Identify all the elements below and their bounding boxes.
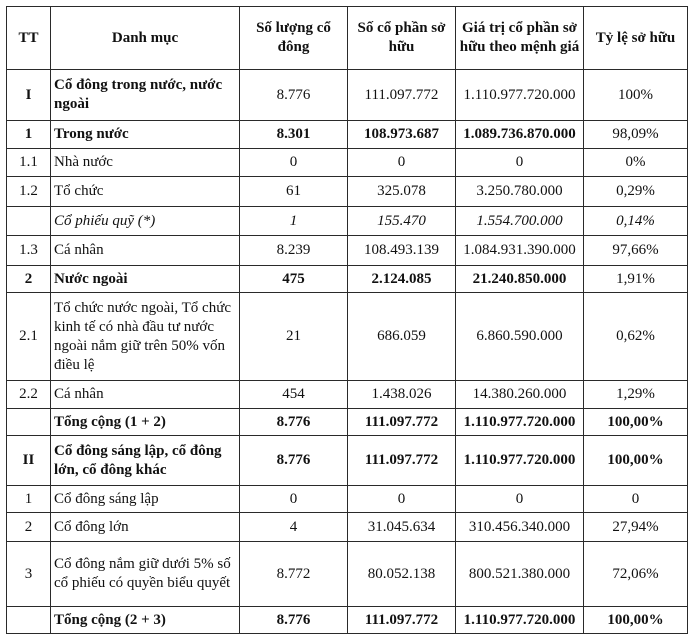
cell-tt: 3 xyxy=(7,542,51,607)
cell-shares: 686.059 xyxy=(348,293,456,381)
cell-pct: 1,91% xyxy=(584,266,688,293)
cell-value: 1.110.977.720.000 xyxy=(456,409,584,436)
cell-shares: 111.097.772 xyxy=(348,70,456,121)
cell-category: Cổ đông sáng lập xyxy=(51,486,240,513)
cell-tt xyxy=(7,607,51,634)
cell-shares: 1.438.026 xyxy=(348,381,456,409)
cell-count: 8.772 xyxy=(240,542,348,607)
cell-category: Nhà nước xyxy=(51,149,240,177)
cell-tt xyxy=(7,409,51,436)
cell-tt: 1.2 xyxy=(7,177,51,207)
cell-category: Nước ngoài xyxy=(51,266,240,293)
cell-pct: 0 xyxy=(584,486,688,513)
cell-count: 8.776 xyxy=(240,607,348,634)
table-row xyxy=(7,207,688,236)
cell-shares: 31.045.634 xyxy=(348,513,456,542)
cell-pct: 27,94% xyxy=(584,513,688,542)
cell-pct: 98,09% xyxy=(584,121,688,149)
cell-count: 454 xyxy=(240,381,348,409)
cell-count: 21 xyxy=(240,293,348,381)
header-shares-owned: Số cổ phần sở hữu xyxy=(348,7,456,70)
table-row xyxy=(7,149,688,177)
cell-category: Cổ phiếu quỹ (*) xyxy=(51,207,240,236)
cell-tt: 1.1 xyxy=(7,149,51,177)
cell-pct: 100,00% xyxy=(584,436,688,486)
cell-count: 1 xyxy=(240,207,348,236)
cell-shares: 108.493.139 xyxy=(348,236,456,266)
table-header-row xyxy=(7,7,688,70)
cell-value: 21.240.850.000 xyxy=(456,266,584,293)
shareholder-structure-table xyxy=(6,6,688,634)
cell-pct: 0% xyxy=(584,149,688,177)
cell-category: Trong nước xyxy=(51,121,240,149)
cell-value: 14.380.260.000 xyxy=(456,381,584,409)
cell-value: 0 xyxy=(456,149,584,177)
cell-category: Tổ chức nước ngoài, Tổ chức kinh tế có nhà đầu tư nước ngoài nắm giữ trên 50% vốn điều lệ xyxy=(51,293,240,381)
cell-category: Tổng cộng (2 + 3) xyxy=(51,607,240,634)
cell-value: 1.084.931.390.000 xyxy=(456,236,584,266)
cell-count: 0 xyxy=(240,149,348,177)
cell-pct: 100% xyxy=(584,70,688,121)
cell-value: 800.521.380.000 xyxy=(456,542,584,607)
cell-tt: 1 xyxy=(7,121,51,149)
cell-tt xyxy=(7,207,51,236)
table-row xyxy=(7,542,688,607)
cell-pct: 100,00% xyxy=(584,409,688,436)
cell-count: 8.301 xyxy=(240,121,348,149)
cell-category: Cổ đông nắm giữ dưới 5% số cổ phiếu có quyền biểu quyết xyxy=(51,542,240,607)
cell-value: 310.456.340.000 xyxy=(456,513,584,542)
total-row xyxy=(7,607,688,634)
cell-shares: 325.078 xyxy=(348,177,456,207)
table-row xyxy=(7,293,688,381)
cell-count: 0 xyxy=(240,486,348,513)
cell-count: 4 xyxy=(240,513,348,542)
cell-category: Tổ chức xyxy=(51,177,240,207)
cell-tt: 2 xyxy=(7,513,51,542)
cell-value: 1.089.736.870.000 xyxy=(456,121,584,149)
cell-shares: 111.097.772 xyxy=(348,409,456,436)
table-row xyxy=(7,70,688,121)
cell-category: Cá nhân xyxy=(51,381,240,409)
cell-shares: 111.097.772 xyxy=(348,607,456,634)
header-par-value: Giá trị cổ phần sở hữu theo mệnh giá xyxy=(456,7,584,70)
cell-value: 1.110.977.720.000 xyxy=(456,607,584,634)
cell-tt: I xyxy=(7,70,51,121)
cell-count: 8.776 xyxy=(240,70,348,121)
table-row xyxy=(7,177,688,207)
cell-category: Cổ đông lớn xyxy=(51,513,240,542)
cell-value: 1.554.700.000 xyxy=(456,207,584,236)
cell-shares: 155.470 xyxy=(348,207,456,236)
table-row xyxy=(7,381,688,409)
table-row xyxy=(7,236,688,266)
header-ownership-ratio: Tỷ lệ sở hữu xyxy=(584,7,688,70)
cell-pct: 1,29% xyxy=(584,381,688,409)
cell-category: Cá nhân xyxy=(51,236,240,266)
cell-category: Cổ đông trong nước, nước ngoài xyxy=(51,70,240,121)
cell-count: 8.776 xyxy=(240,436,348,486)
table-row xyxy=(7,436,688,486)
table-row xyxy=(7,486,688,513)
cell-tt: 1 xyxy=(7,486,51,513)
table-row xyxy=(7,121,688,149)
cell-category: Tổng cộng (1 + 2) xyxy=(51,409,240,436)
header-tt: TT xyxy=(7,7,51,70)
cell-shares: 0 xyxy=(348,149,456,177)
cell-value: 1.110.977.720.000 xyxy=(456,70,584,121)
header-category: Danh mục xyxy=(51,7,240,70)
cell-pct: 72,06% xyxy=(584,542,688,607)
cell-pct: 0,14% xyxy=(584,207,688,236)
cell-value: 3.250.780.000 xyxy=(456,177,584,207)
cell-tt: II xyxy=(7,436,51,486)
cell-count: 8.239 xyxy=(240,236,348,266)
cell-pct: 97,66% xyxy=(584,236,688,266)
cell-tt: 2.1 xyxy=(7,293,51,381)
cell-value: 1.110.977.720.000 xyxy=(456,436,584,486)
header-shareholder-count: Số lượng cổ đông xyxy=(240,7,348,70)
table-row xyxy=(7,513,688,542)
cell-pct: 100,00% xyxy=(584,607,688,634)
cell-pct: 0,29% xyxy=(584,177,688,207)
cell-tt: 2 xyxy=(7,266,51,293)
total-row xyxy=(7,409,688,436)
cell-shares: 80.052.138 xyxy=(348,542,456,607)
cell-shares: 0 xyxy=(348,486,456,513)
cell-count: 8.776 xyxy=(240,409,348,436)
cell-category: Cổ đông sáng lập, cổ đông lớn, cổ đông khác xyxy=(51,436,240,486)
cell-shares: 2.124.085 xyxy=(348,266,456,293)
cell-shares: 111.097.772 xyxy=(348,436,456,486)
cell-value: 6.860.590.000 xyxy=(456,293,584,381)
cell-tt: 2.2 xyxy=(7,381,51,409)
table-row xyxy=(7,266,688,293)
cell-count: 61 xyxy=(240,177,348,207)
cell-tt: 1.3 xyxy=(7,236,51,266)
cell-count: 475 xyxy=(240,266,348,293)
cell-value: 0 xyxy=(456,486,584,513)
cell-shares: 108.973.687 xyxy=(348,121,456,149)
cell-pct: 0,62% xyxy=(584,293,688,381)
